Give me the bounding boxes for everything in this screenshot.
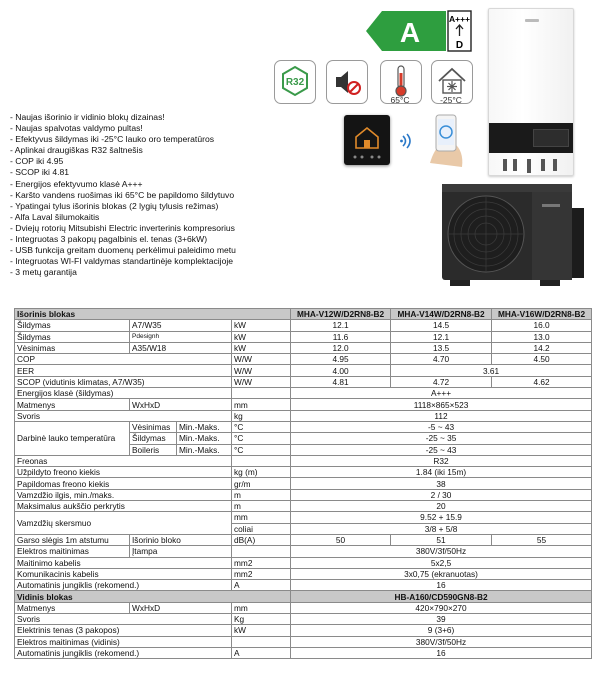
mute-speaker-icon — [326, 60, 368, 104]
list-item: - Aplinkai draugiškas R32 šaltnešis — [10, 145, 340, 156]
energy-scale-top: A+++ — [448, 14, 471, 24]
table-row: Vėsinimas A35/W18 kW 12.0 13.5 14.2 — [15, 342, 592, 353]
indoor-section-title: Vidinis blokas — [15, 591, 291, 602]
model-name: MHA-V12W/D2RN8-B2 — [291, 309, 391, 320]
table-row: Matmenys WxHxD mm 420×790×270 — [15, 602, 592, 613]
pipe-connections — [497, 159, 565, 175]
table-row: Garso slėgis 1m atstumu Išorinio bloko dB(A) 50 51 55 — [15, 534, 592, 545]
table-row: Matmenys WxHxD mm 1118×865×523 — [15, 399, 592, 410]
table-row: Komunikacinis kabelis mm2 3x0,75 (ekranuotas) — [15, 568, 592, 579]
table-row: Šildymas A7/W35 kW 12.1 14.5 16.0 — [15, 320, 592, 331]
temp-hot-caption: 65°C — [390, 95, 410, 105]
list-item: - USB funkcija greitam duomenų perkėlimui paleidimo metu — [10, 245, 340, 256]
brand-logo — [525, 19, 539, 22]
spec-table — [14, 308, 592, 659]
list-item: - Energijos efektyvumo klasė A+++ — [10, 179, 340, 190]
list-item: - Naujas išorinio ir vidinio blokų dizainas! — [10, 112, 340, 123]
list-item: - COP iki 4.95 — [10, 156, 340, 167]
temp-cold-caption: -25°C — [440, 95, 462, 105]
table-row: Vamzdžių skersmuo mm 9.52 + 15.9 — [15, 512, 592, 523]
wall-controller-image — [344, 115, 390, 165]
table-row: coliai 3/8 + 5/8 — [15, 523, 592, 534]
smartphone-hand-icon — [420, 113, 476, 169]
table-row: Elektros maitinimas Įtampa 380V/3f/50Hz — [15, 546, 592, 557]
list-item: - Alfa Laval šilumokaitis — [10, 212, 340, 223]
table-row: Šildymas Min.-Maks. °C -25 ~ 35 — [15, 433, 592, 444]
indoor-control-panel — [489, 123, 573, 153]
table-header-row — [15, 309, 592, 320]
outdoor-unit-image — [440, 178, 586, 288]
table-row: Elektrinis tenas (3 pakopos) kW 9 (3+6) — [15, 625, 592, 636]
list-item: - Dviejų rotorių Mitsubishi Electric inverterinis kompresorius — [10, 223, 340, 234]
table-row: COP W/W 4.95 4.70 4.50 — [15, 354, 592, 365]
table-row: Boileris Min.-Maks. °C -25 ~ 43 — [15, 444, 592, 455]
table-row: Užpildyto freono kiekis kg (m) 1.84 (iki 15m) — [15, 467, 592, 478]
list-item: - 3 metų garantija — [10, 267, 340, 278]
table-row: Šildymas Pdesignh kW 11.6 12.1 13.0 — [15, 331, 592, 342]
table-row: SCOP (vidutinis klimatas, A7/W35) W/W 4.81 4.72 4.62 — [15, 376, 592, 387]
list-item: - Efektyvus šildymas iki -25°C lauko oro temperatūros — [10, 134, 340, 145]
feature-list — [10, 112, 340, 278]
table-header-row — [15, 591, 592, 602]
table-row: Svoris Kg 39 — [15, 614, 592, 625]
svg-text:R32: R32 — [285, 77, 305, 88]
table-row: Papildomas freono kiekis gr/m 38 — [15, 478, 592, 489]
energy-class: A — [399, 17, 421, 48]
list-item: - Naujas spalvotas valdymo pultas! — [10, 123, 340, 134]
table-row: Energijos klasė (šildymas) A+++ — [15, 388, 592, 399]
table-row: EER W/W 4.00 3.61 — [15, 365, 592, 376]
table-row: Freonas R32 — [15, 455, 592, 466]
table-row: Elektros maitinimas (vidinis) 380V/3f/50Hz — [15, 636, 592, 647]
list-item: - Ypatingai tylus išorinis blokas (2 lygių tylusis režimas) — [10, 201, 340, 212]
outdoor-section-title: Išorinis blokas — [15, 309, 291, 320]
energy-scale-bottom: D — [455, 40, 464, 51]
table-row: Automatinis jungiklis (rekomend.) A 16 — [15, 647, 592, 658]
table-row: Darbinė lauko temperatūra Vėsinimas Min.-Maks. °C -5 ~ 43 — [15, 421, 592, 432]
model-name: MHA-V14W/D2RN8-B2 — [391, 309, 492, 320]
model-name: MHA-V16W/D2RN8-B2 — [492, 309, 592, 320]
list-item: - Karšto vandens ruošimas iki 65°C be papildomo šildytuvo — [10, 190, 340, 201]
table-row: Svoris kg 112 — [15, 410, 592, 421]
indoor-unit-image — [488, 8, 574, 176]
list-item: - SCOP iki 4.81 — [10, 167, 340, 178]
list-item: - Integruotas 3 pakopų pagalbinis el. tenas (3+6kW) — [10, 234, 340, 245]
table-row: Maksimalus aukščio perkrytis m 20 — [15, 501, 592, 512]
wifi-signal-icon — [400, 132, 416, 150]
table-row: Automatinis jungiklis (rekomend.) A 16 — [15, 580, 592, 591]
r32-refrigerant-icon — [274, 60, 316, 104]
table-row: Vamzdžio ilgis, min./maks. m 2 / 30 — [15, 489, 592, 500]
indoor-model-name: HB-A160/CD590GN8-B2 — [291, 591, 592, 602]
energy-class-label — [366, 10, 472, 52]
table-row: Maitinimo kabelis mm2 5x2,5 — [15, 557, 592, 568]
list-item: - Integruotas WI-FI valdymas standartinėje komplektacijoje — [10, 256, 340, 267]
